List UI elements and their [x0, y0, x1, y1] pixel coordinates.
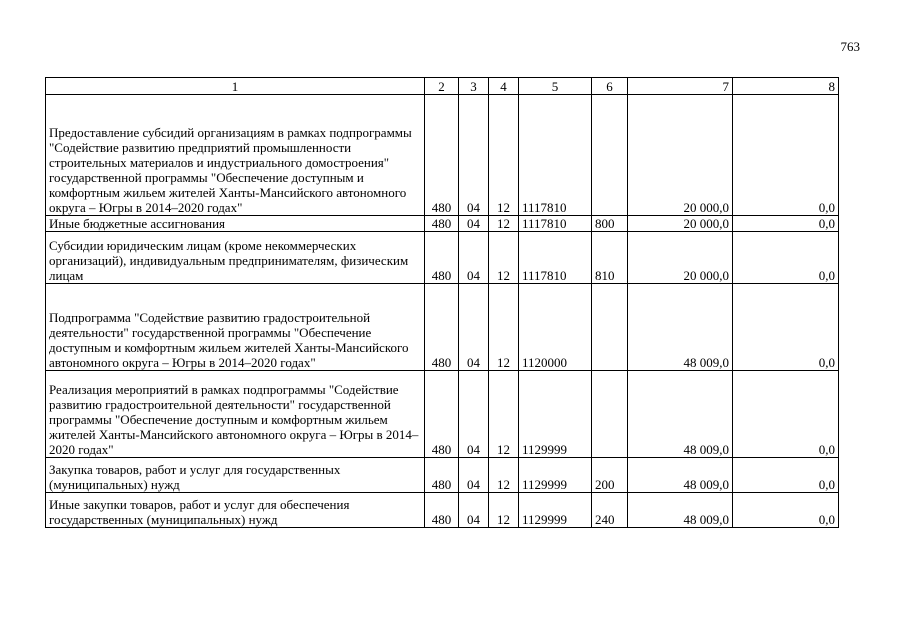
row-ministry-code: 480 — [425, 216, 459, 232]
column-header-8: 8 — [733, 78, 839, 95]
table-row — [46, 458, 839, 493]
row-expense-type: 810 — [592, 232, 628, 284]
row-name: Предоставление субсидий организациям в рамках подпрограммы "Содействие развитию предприятий промышленности строительных материалов и индустриального домостроения" государственной программы "Обеспечение доступным и комфортным жильем жителей Ханты-Мансийского автономного округа – Югры в 2014–2020 годах" — [46, 95, 425, 216]
table-row — [46, 371, 839, 458]
row-section: 04 — [459, 371, 489, 458]
row-ministry-code: 480 — [425, 493, 459, 528]
row-section: 04 — [459, 493, 489, 528]
row-expense-type — [592, 371, 628, 458]
row-ministry-code: 480 — [425, 458, 459, 493]
row-ministry-code: 480 — [425, 284, 459, 371]
table-header-row — [46, 78, 839, 95]
row-expense-type: 800 — [592, 216, 628, 232]
row-amount-8: 0,0 — [733, 493, 839, 528]
row-name: Реализация мероприятий в рамках подпрограммы "Содействие развитию градостроительной деятельности" государственной программы "Обеспечение доступным и комфортным жильем жителей Ханты-Мансийского автономного округа – Югры в 2014–2020 годах" — [46, 371, 425, 458]
row-name: Подпрограмма "Содействие развитию градостроительной деятельности" государственной программы "Обеспечение доступным и комфортным жильем жителей Ханты-Мансийского автономного округа – Югры в 2014–2020 годах" — [46, 284, 425, 371]
column-header-6: 6 — [592, 78, 628, 95]
row-target-article: 1117810 — [519, 232, 592, 284]
row-name: Субсидии юридическим лицам (кроме некоммерческих организаций), индивидуальным предпринимателям, физическим лицам — [46, 232, 425, 284]
row-ministry-code: 480 — [425, 371, 459, 458]
row-target-article: 1117810 — [519, 95, 592, 216]
table-row — [46, 493, 839, 528]
column-header-1: 1 — [46, 78, 425, 95]
row-section: 04 — [459, 232, 489, 284]
column-header-4: 4 — [489, 78, 519, 95]
row-subsection: 12 — [489, 232, 519, 284]
row-amount-7: 20 000,0 — [628, 216, 733, 232]
row-subsection: 12 — [489, 95, 519, 216]
column-header-7: 7 — [628, 78, 733, 95]
row-subsection: 12 — [489, 284, 519, 371]
row-amount-8: 0,0 — [733, 458, 839, 493]
table-row — [46, 232, 839, 284]
row-name: Иные бюджетные ассигнования — [46, 216, 425, 232]
row-amount-8: 0,0 — [733, 216, 839, 232]
row-target-article: 1120000 — [519, 284, 592, 371]
table-row — [46, 216, 839, 232]
row-subsection: 12 — [489, 493, 519, 528]
row-section: 04 — [459, 216, 489, 232]
row-section: 04 — [459, 458, 489, 493]
row-target-article: 1129999 — [519, 371, 592, 458]
row-amount-8: 0,0 — [733, 232, 839, 284]
row-amount-7: 20 000,0 — [628, 95, 733, 216]
row-amount-7: 20 000,0 — [628, 232, 733, 284]
table-row — [46, 95, 839, 216]
row-name: Закупка товаров, работ и услуг для государственных (муниципальных) нужд — [46, 458, 425, 493]
row-expense-type — [592, 95, 628, 216]
row-amount-8: 0,0 — [733, 284, 839, 371]
row-subsection: 12 — [489, 371, 519, 458]
row-section: 04 — [459, 284, 489, 371]
row-subsection: 12 — [489, 216, 519, 232]
row-ministry-code: 480 — [425, 95, 459, 216]
page-number: 763 — [840, 39, 860, 54]
row-amount-7: 48 009,0 — [628, 284, 733, 371]
row-amount-8: 0,0 — [733, 371, 839, 458]
row-target-article: 1129999 — [519, 493, 592, 528]
row-amount-7: 48 009,0 — [628, 493, 733, 528]
budget-table — [45, 77, 839, 528]
row-target-article: 1117810 — [519, 216, 592, 232]
row-expense-type: 200 — [592, 458, 628, 493]
row-section: 04 — [459, 95, 489, 216]
row-amount-8: 0,0 — [733, 95, 839, 216]
row-expense-type: 240 — [592, 493, 628, 528]
row-ministry-code: 480 — [425, 232, 459, 284]
row-target-article: 1129999 — [519, 458, 592, 493]
table-row — [46, 284, 839, 371]
row-expense-type — [592, 284, 628, 371]
row-amount-7: 48 009,0 — [628, 371, 733, 458]
column-header-2: 2 — [425, 78, 459, 95]
row-subsection: 12 — [489, 458, 519, 493]
row-name: Иные закупки товаров, работ и услуг для обеспечения государственных (муниципальных) нужд — [46, 493, 425, 528]
column-header-5: 5 — [519, 78, 592, 95]
row-amount-7: 48 009,0 — [628, 458, 733, 493]
column-header-3: 3 — [459, 78, 489, 95]
